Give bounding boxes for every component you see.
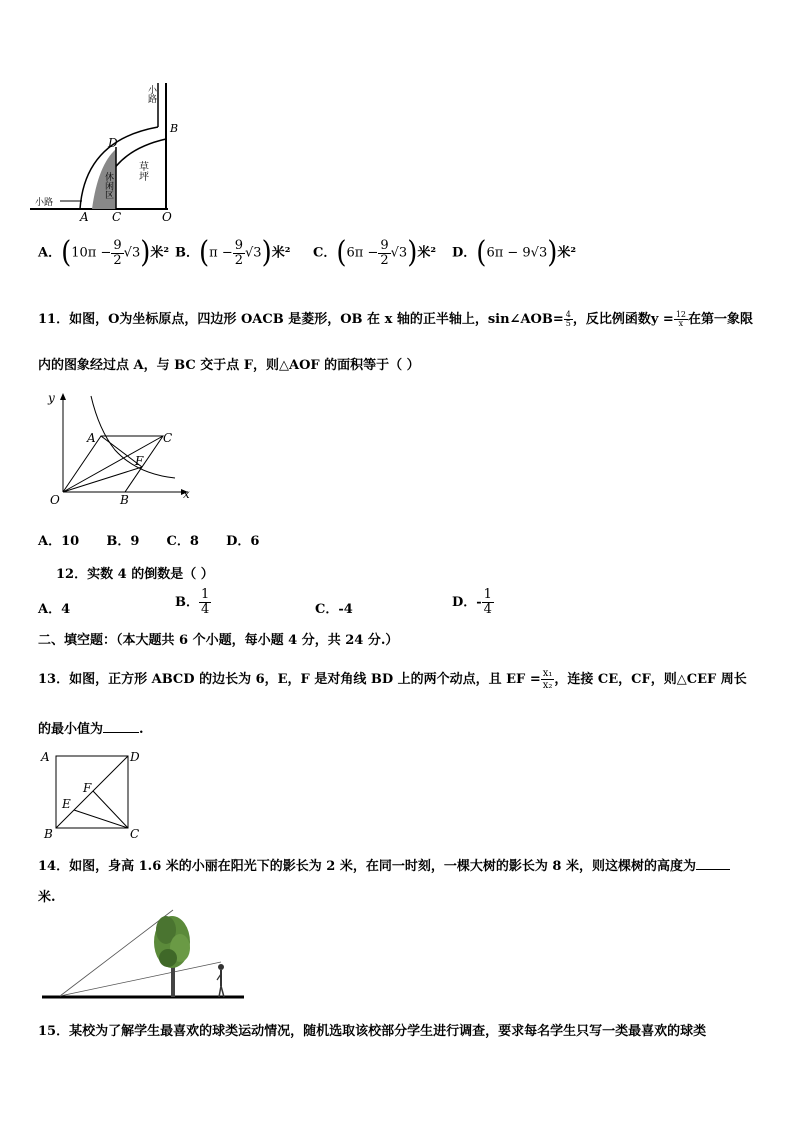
- text: 11．如图，O为坐标原点，四边形 OACB 是菱形，OB 在 x 轴的正半轴上，sin∠AOB=: [38, 312, 564, 327]
- fig10-label-C: C: [112, 210, 122, 224]
- section-heading: 二、填空题：（本大题共 6 个小题，每小题 4 分，共 24 分.）: [38, 633, 399, 648]
- figure-rhombus-graph: [45, 390, 195, 508]
- q14-line2: 米.: [38, 890, 56, 905]
- text: 在第一象限: [688, 312, 754, 327]
- fig11-label-A: A: [87, 431, 96, 445]
- q12-option-d[interactable]: [452, 588, 494, 617]
- text: ，反比例函数y =: [572, 312, 674, 327]
- q10-option-a[interactable]: A．(10π − $\frac{9}{2}$ √3)米²: [38, 235, 170, 271]
- k-fraction: $\frac{12}{x}$: [675, 310, 687, 328]
- option-label: D．-: [452, 595, 482, 610]
- fig11-label-y: y: [48, 391, 55, 405]
- unit: 米²: [150, 245, 170, 261]
- fig11-label-B: B: [120, 493, 129, 507]
- q12-option-a[interactable]: A．4: [38, 602, 71, 617]
- text: 14．如图，身高 1.6 米的小丽在阳光下的影长为 2 米，在同一时刻，一棵大树的影长为 8 米，则这棵树的高度为: [38, 859, 696, 874]
- fig13-label-D: D: [130, 750, 140, 764]
- q10-option-b[interactable]: B．(π − $\frac{9}{2}$ √3)米²: [175, 235, 291, 271]
- unit: 米²: [557, 245, 577, 261]
- text: 的最小值为: [38, 722, 104, 737]
- expr: 6π − 9√3: [486, 245, 548, 261]
- fig10-label-D: D: [108, 136, 118, 150]
- option-label: A．: [38, 245, 62, 261]
- fig10-label-B: B: [170, 122, 179, 135]
- figure-park-path: [30, 75, 190, 225]
- fig13-label-F: F: [83, 781, 92, 795]
- q10-option-c[interactable]: C．(6π − $\frac{9}{2}$ √3)米²: [313, 235, 437, 271]
- root: √3: [245, 245, 262, 261]
- fig13-label-E: E: [62, 797, 71, 811]
- fig11-label-x: x: [183, 487, 190, 501]
- q11-options: A．10 B．9 C．8 D．6: [38, 534, 260, 549]
- q10-option-d[interactable]: D．(6π − 9√3)米²: [452, 235, 577, 271]
- answer-blank[interactable]: [696, 857, 730, 870]
- fig13-label-B: B: [44, 827, 53, 840]
- fraction: $\frac{9}{2}$: [234, 237, 244, 268]
- q12-option-c[interactable]: C．-4: [315, 602, 353, 617]
- expr: 10π −: [71, 245, 112, 261]
- answer-blank[interactable]: [103, 720, 139, 733]
- q15-line1: 15．某校为了解学生最喜欢的球类运动情况，随机选取该校部分学生进行调查，要求每名学生只写一类最喜欢的球类: [38, 1024, 707, 1039]
- q11-line2: 内的图象经过点 A，与 BC 交于点 F，则△AOF 的面积等于（ ）: [38, 358, 420, 373]
- text: ，连接 CE，CF，则△CEF 周长: [554, 672, 747, 687]
- option-label: B．: [175, 245, 199, 261]
- fraction: $\frac{1}{4}$: [201, 587, 210, 617]
- q14-line1: [38, 855, 730, 874]
- fig10-lawn: 草坪: [136, 161, 148, 181]
- unit: 米²: [271, 245, 291, 261]
- root: √3: [390, 245, 408, 261]
- person-icon: [217, 964, 224, 997]
- figure-square: [38, 748, 148, 840]
- sin-fraction: $\frac{4}{5}$: [565, 310, 571, 328]
- q12-stem: 12．实数 4 的倒数是（ ）: [56, 567, 214, 582]
- expr: 6π −: [346, 245, 379, 261]
- ef-fraction: $\frac{\text{x₁}}{\text{x₂}}$: [542, 668, 553, 691]
- text: .: [139, 722, 144, 737]
- option-label: D．: [452, 245, 477, 261]
- fig11-label-O: O: [50, 493, 60, 507]
- fig13-label-A: A: [41, 750, 50, 764]
- figure-tree-shadow: [38, 908, 250, 1004]
- expr: π −: [209, 245, 233, 261]
- fig10-road-top: 小路: [146, 85, 156, 103]
- fraction: $\frac{9}{2}$: [113, 237, 122, 268]
- fraction: $\frac{9}{2}$: [380, 237, 389, 268]
- tree-icon: [154, 916, 190, 968]
- text: 13．如图，正方形 ABCD 的边长为 6，E，F 是对角线 BD 上的两个动点，且 EF =: [38, 672, 541, 687]
- q11-line1: [38, 308, 753, 328]
- unit: 米²: [417, 245, 437, 261]
- root: √3: [123, 245, 141, 261]
- fig10-label-A: A: [80, 210, 89, 224]
- q13-line2: [38, 718, 144, 737]
- fig11-label-F: F: [135, 454, 144, 468]
- fig10-label-O: O: [162, 210, 172, 224]
- fig10-road-left: 小路: [35, 198, 54, 208]
- option-label: C．: [313, 245, 337, 261]
- q13-line1: [38, 668, 747, 691]
- fig10-rest-area: 休闲区: [103, 172, 113, 199]
- fraction: $\frac{1}{4}$: [483, 587, 492, 617]
- fig13-label-C: C: [130, 827, 140, 840]
- q12-option-b[interactable]: [175, 588, 211, 617]
- option-label: B．: [175, 595, 199, 610]
- fig11-label-C: C: [163, 431, 173, 445]
